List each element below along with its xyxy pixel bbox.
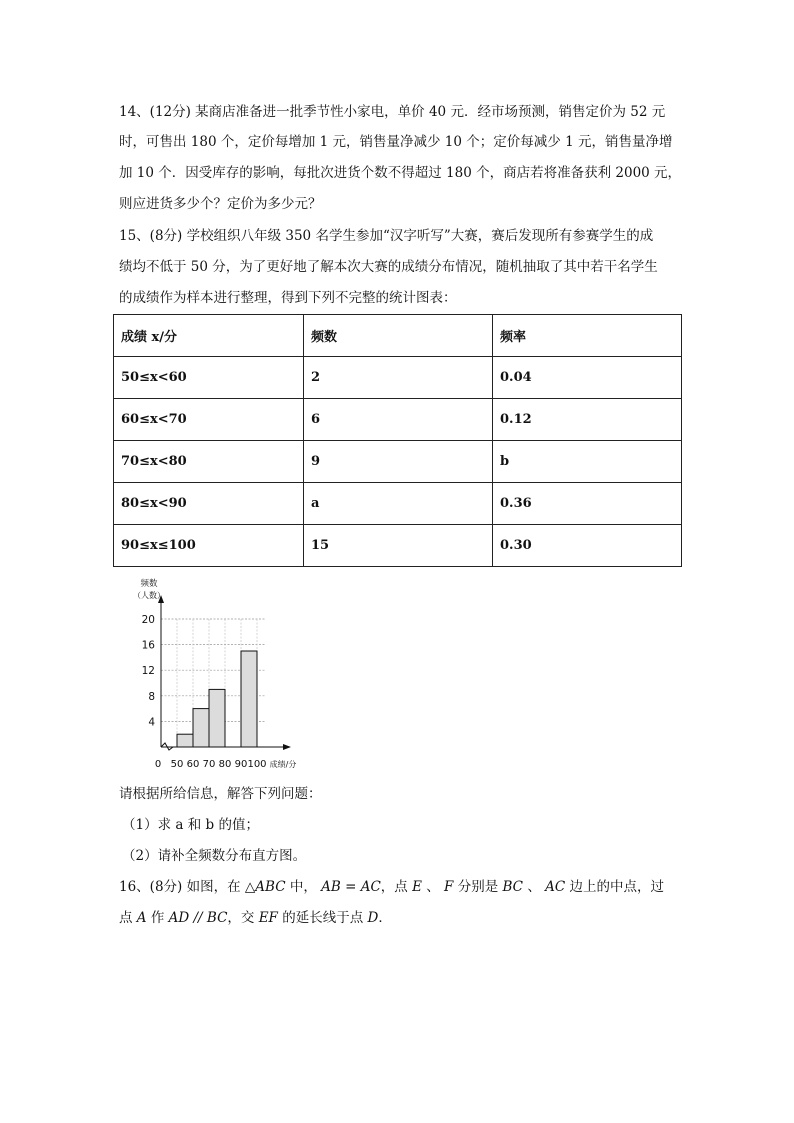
y-axis-subtitle: （人数） [133,591,165,600]
q16-line-2 [119,908,392,928]
q16-math-parallel: AD // BC [168,910,228,926]
table-cell: a [304,483,493,525]
table-row [114,399,682,441]
q16-text: 边上的中点，过 [565,879,664,895]
table-header-cell: 成绩 x/分 [114,315,304,357]
table-row [114,357,682,399]
table-cell: b [493,441,682,483]
x-axis-arrow [283,744,291,750]
y-tick-label: 12 [141,665,155,678]
q14-line-3: 加 10 个．因受库存的影响，每批次进货个数不得超过 180 个，商店若将准备获利 2000 元， [119,165,682,181]
table-cell: 15 [304,525,493,567]
y-tick-label: 16 [141,639,155,652]
q16-text: 、 [527,879,541,895]
q16-math-segment-bc: BC [502,879,524,895]
q15-sub-question-1: （1）求 a 和 b 的值； [122,817,259,833]
q16-math-equality: AB = AC [321,879,381,895]
table-cell: 70≤x<80 [114,441,304,483]
q16-math-point-a: A [136,910,147,926]
q16-math-point-f: F [444,879,454,895]
q16-math-point-d: D [367,910,379,926]
score-frequency-table [113,314,682,567]
q16-text: 点 [119,910,133,926]
origin-label: 0 [154,759,162,770]
q16-math-triangle: △ABC [244,879,286,895]
x-axis-title: 成绩/分 [269,760,297,769]
table-cell: 0.30 [493,525,682,567]
y-tick-label: 4 [148,716,155,729]
x-tick-label: 60 [186,759,200,770]
table-header-cell: 频数 [304,315,493,357]
q16-math-segment-ac: AC [545,879,566,895]
table-header-cell: 频率 [493,315,682,357]
table-cell: 60≤x<70 [114,399,304,441]
q16-text: 、 [426,879,440,895]
table-header-row [114,315,682,357]
table-cell: 90≤x≤100 [114,525,304,567]
q16-math-point-e: E [412,879,422,895]
x-tick-label: 80 [218,759,232,770]
table-cell: 80≤x<90 [114,483,304,525]
table-cell: 0.04 [493,357,682,399]
x-tick-label: 90 [234,759,248,770]
histogram-bar [193,709,209,747]
q16-text: 分别是 [453,879,499,895]
x-tick-label: 50 [170,759,184,770]
x-tick-label: 100 [247,759,267,770]
q16-text: 中， [285,879,317,895]
table-row [114,483,682,525]
y-tick-label: 20 [141,614,155,626]
y-tick-label: 8 [148,690,155,703]
table-cell: 9 [304,441,493,483]
q16-text: 作 [146,910,165,926]
y-axis-title: 频数 [140,579,158,589]
table-row [114,525,682,567]
table-cell: 50≤x<60 [114,357,304,399]
q15-sub-question-2: （2）请补全频数分布直方图。 [122,848,307,864]
q14-line-4: 则应进货多少个？定价为多少元？ [119,196,322,212]
frequency-histogram [118,574,318,774]
q16-text: 16、(8分) 如图，在 [119,879,241,895]
q16-text: ，点 [380,879,408,895]
q15-line-1: 15、(8分) 学校组织八年级 350 名学生参加“汉字听写”大赛，赛后发现所有参赛学生的成 [119,228,654,244]
q16-text: ，交 [227,910,255,926]
q14-line-1: 14、(12分) 某商店准备进一批季节性小家电，单价 40 元．经市场预测，销售定价为 52 元 [119,104,666,120]
q15-line-3: 的成绩作为样本进行整理，得到下列不完整的统计图表： [119,290,457,306]
q16-text: 的延长线于点 [277,910,364,926]
table-cell: 6 [304,399,493,441]
table-cell: 0.36 [493,483,682,525]
x-tick-label: 70 [202,759,216,770]
q15-line-2: 绩均不低于 50 分，为了更好地了解本次大赛的成绩分布情况，随机抽取了其中若干名学生 [119,259,658,275]
table-row [114,441,682,483]
q16-line-1 [119,877,664,897]
q14-line-2: 时，可售出 180 个，定价每增加 1 元，销售量净减少 10 个；定价每减少 1 元，销售量净增 [119,134,673,150]
table-cell: 0.12 [493,399,682,441]
q16-math-segment-ef: EF [258,910,278,926]
table-cell: 2 [304,357,493,399]
q16-text: ． [378,910,392,926]
q15-prompt: 请根据所给信息，解答下列问题： [119,786,322,802]
histogram-bar [209,689,225,747]
histogram-bar [177,734,193,747]
histogram-bar [241,651,257,747]
